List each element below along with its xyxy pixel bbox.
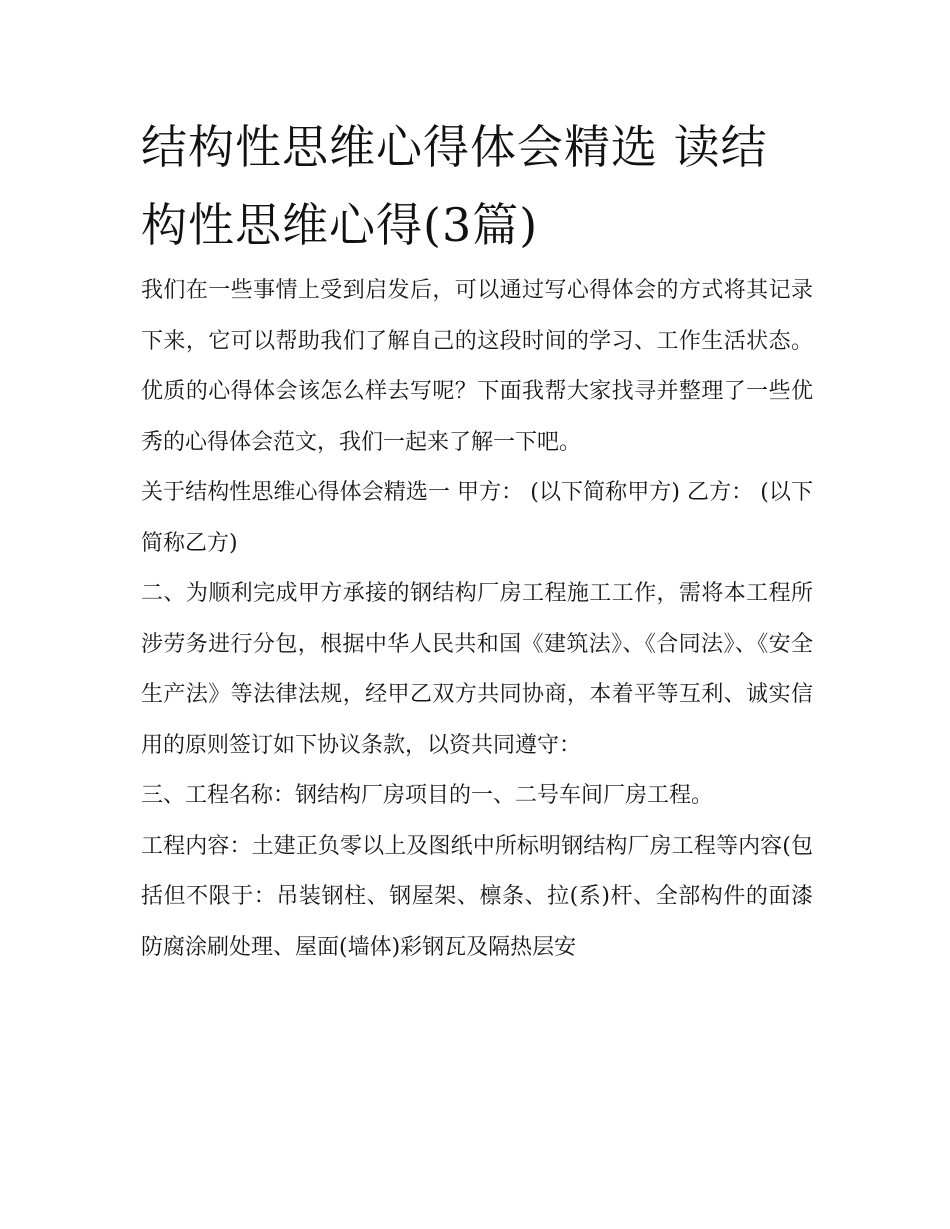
- paragraph-work-content: 工程内容：土建正负零以上及图纸中所标明钢结构厂房工程等内容(包括但不限于：吊装钢柱、钢屋架、檩条、拉(系)杆、全部构件的面漆防腐涂刷处理、屋面(墙体)彩钢瓦及隔热层安: [141, 833, 813, 960]
- paragraph-parties: 关于结构性思维心得体会精选一 甲方： (以下简称甲方) 乙方： (以下简称乙方): [141, 480, 813, 556]
- document-body: [141, 266, 813, 973]
- document-content: [141, 108, 813, 973]
- paragraph-intro: 我们在一些事情上受到启发后，可以通过写心得体会的方式将其记录下来，它可以帮助我们了解自己的这段时间的学习、工作生活状态。优质的心得体会该怎么样去写呢？下面我帮大家找寻并整理了一些优秀的心得体会范文，我们一起来了解一下吧。: [141, 278, 813, 455]
- paragraph-clause-three: 三、工程名称：钢结构厂房项目的一、二号车间厂房工程。: [141, 783, 714, 808]
- paragraph-clause-two: 二、为顺利完成甲方承接的钢结构厂房工程施工工作，需将本工程所涉劳务进行分包，根据中华人民共和国《建筑法》、《合同法》、《安全生产法》等法律法规，经甲乙双方共同协商，本着平等互利、诚实信用的原则签订如下协议条款，以资共同遵守：: [141, 581, 813, 758]
- document-title: 结构性思维心得体会精选 读结构性思维心得(3篇): [141, 120, 768, 252]
